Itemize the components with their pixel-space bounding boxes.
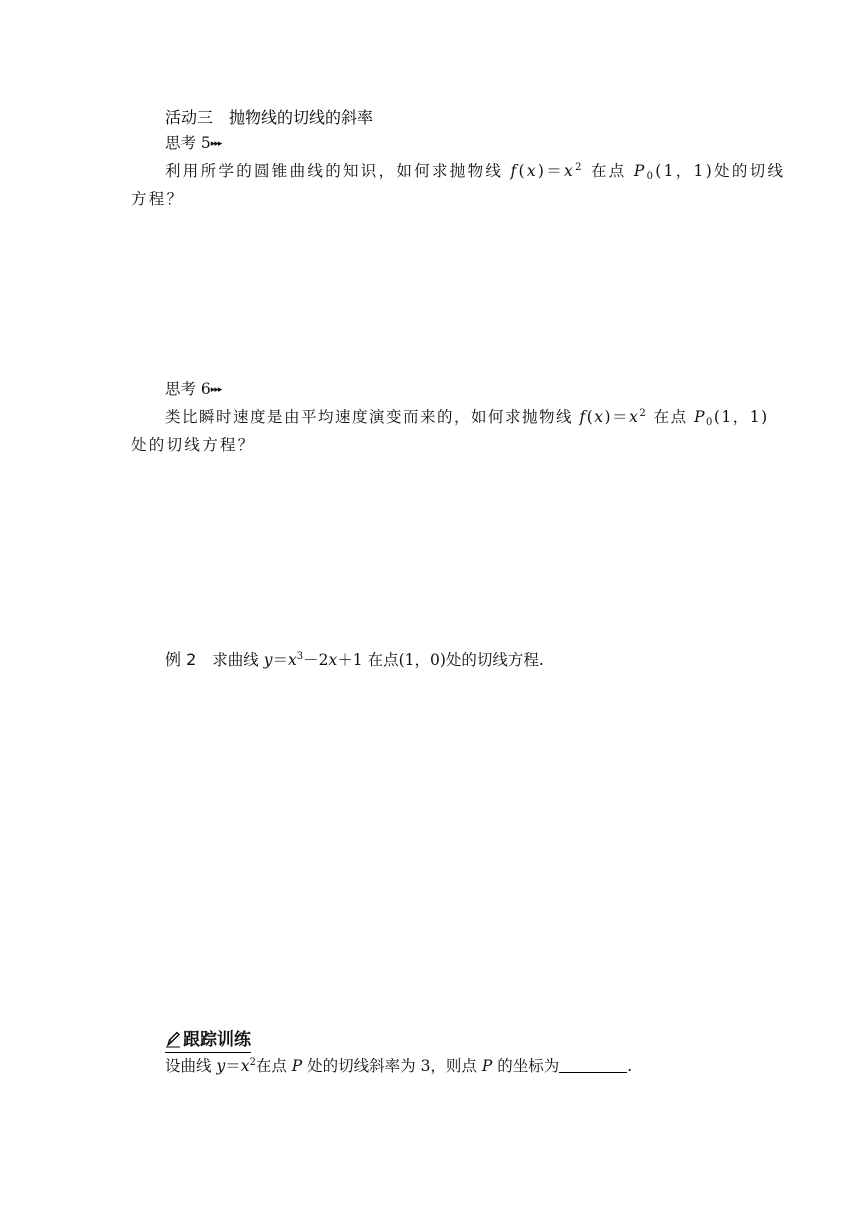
triple-arrow-icon: ▸▸▸ — [210, 139, 222, 149]
example2-text-after: 在点(1，0)处的切线方程. — [367, 651, 544, 669]
example2-label: 例 2 — [165, 650, 197, 669]
think5-text: 利用所学的圆锥曲线的知识，如何求抛物线 — [165, 162, 511, 180]
think5-question-line2: 方程？ — [131, 190, 185, 208]
think6-label-text: 思考 6 — [165, 380, 211, 398]
think5-tail: 在点 — [591, 162, 634, 180]
point-p: P — [481, 1057, 493, 1075]
activity-title: 活动三 抛物线的切线的斜率 — [165, 108, 374, 127]
triple-arrow-icon: ▸▸▸ — [210, 385, 222, 395]
think5-label-text: 思考 5 — [165, 134, 211, 152]
example2-text-before: 求曲线 — [212, 651, 264, 669]
pencil-icon — [165, 1030, 181, 1048]
point-p0: $P_0$ — [633, 162, 656, 182]
practice-text-middle: 在点 — [255, 1057, 292, 1075]
practice-text-after: 的坐标为 — [492, 1057, 560, 1075]
practice-title: 跟踪训练 — [183, 1030, 251, 1050]
practice-question — [165, 1058, 632, 1075]
think6-question-line2: 处的切线方程？ — [131, 436, 256, 454]
cubic-formula: $y=x^3-2x+1$ — [263, 651, 363, 669]
parabola-formula: $f(x)=x^2$ — [510, 162, 584, 180]
practice-text-before: 设曲线 — [165, 1057, 217, 1075]
practice-period: . — [627, 1057, 633, 1075]
think6-end: (1，1) — [713, 408, 769, 426]
think6-question-line1 — [165, 410, 769, 426]
parabola-formula: $f(x)=x^2$ — [579, 408, 648, 426]
think6-text: 类比瞬时速度是由平均速度演变而来的，如何求抛物线 — [165, 408, 580, 426]
answer-blank[interactable] — [559, 1058, 627, 1073]
example2 — [165, 652, 544, 669]
practice-title-wrap — [165, 1030, 251, 1053]
practice-text-middle2: 处的切线斜率为 3，则点 — [302, 1057, 482, 1075]
think5-end: (1，1)处的切线 — [655, 162, 786, 180]
practice-heading — [165, 1030, 251, 1049]
think5-label — [165, 136, 221, 152]
point-p0: $P_0$ — [694, 408, 714, 428]
think6-label — [165, 382, 221, 398]
think6-tail: 在点 — [653, 408, 695, 426]
parabola-formula: $y=x^2$ — [216, 1057, 256, 1075]
think5-question-line1 — [165, 164, 785, 180]
point-p: P — [291, 1057, 303, 1075]
